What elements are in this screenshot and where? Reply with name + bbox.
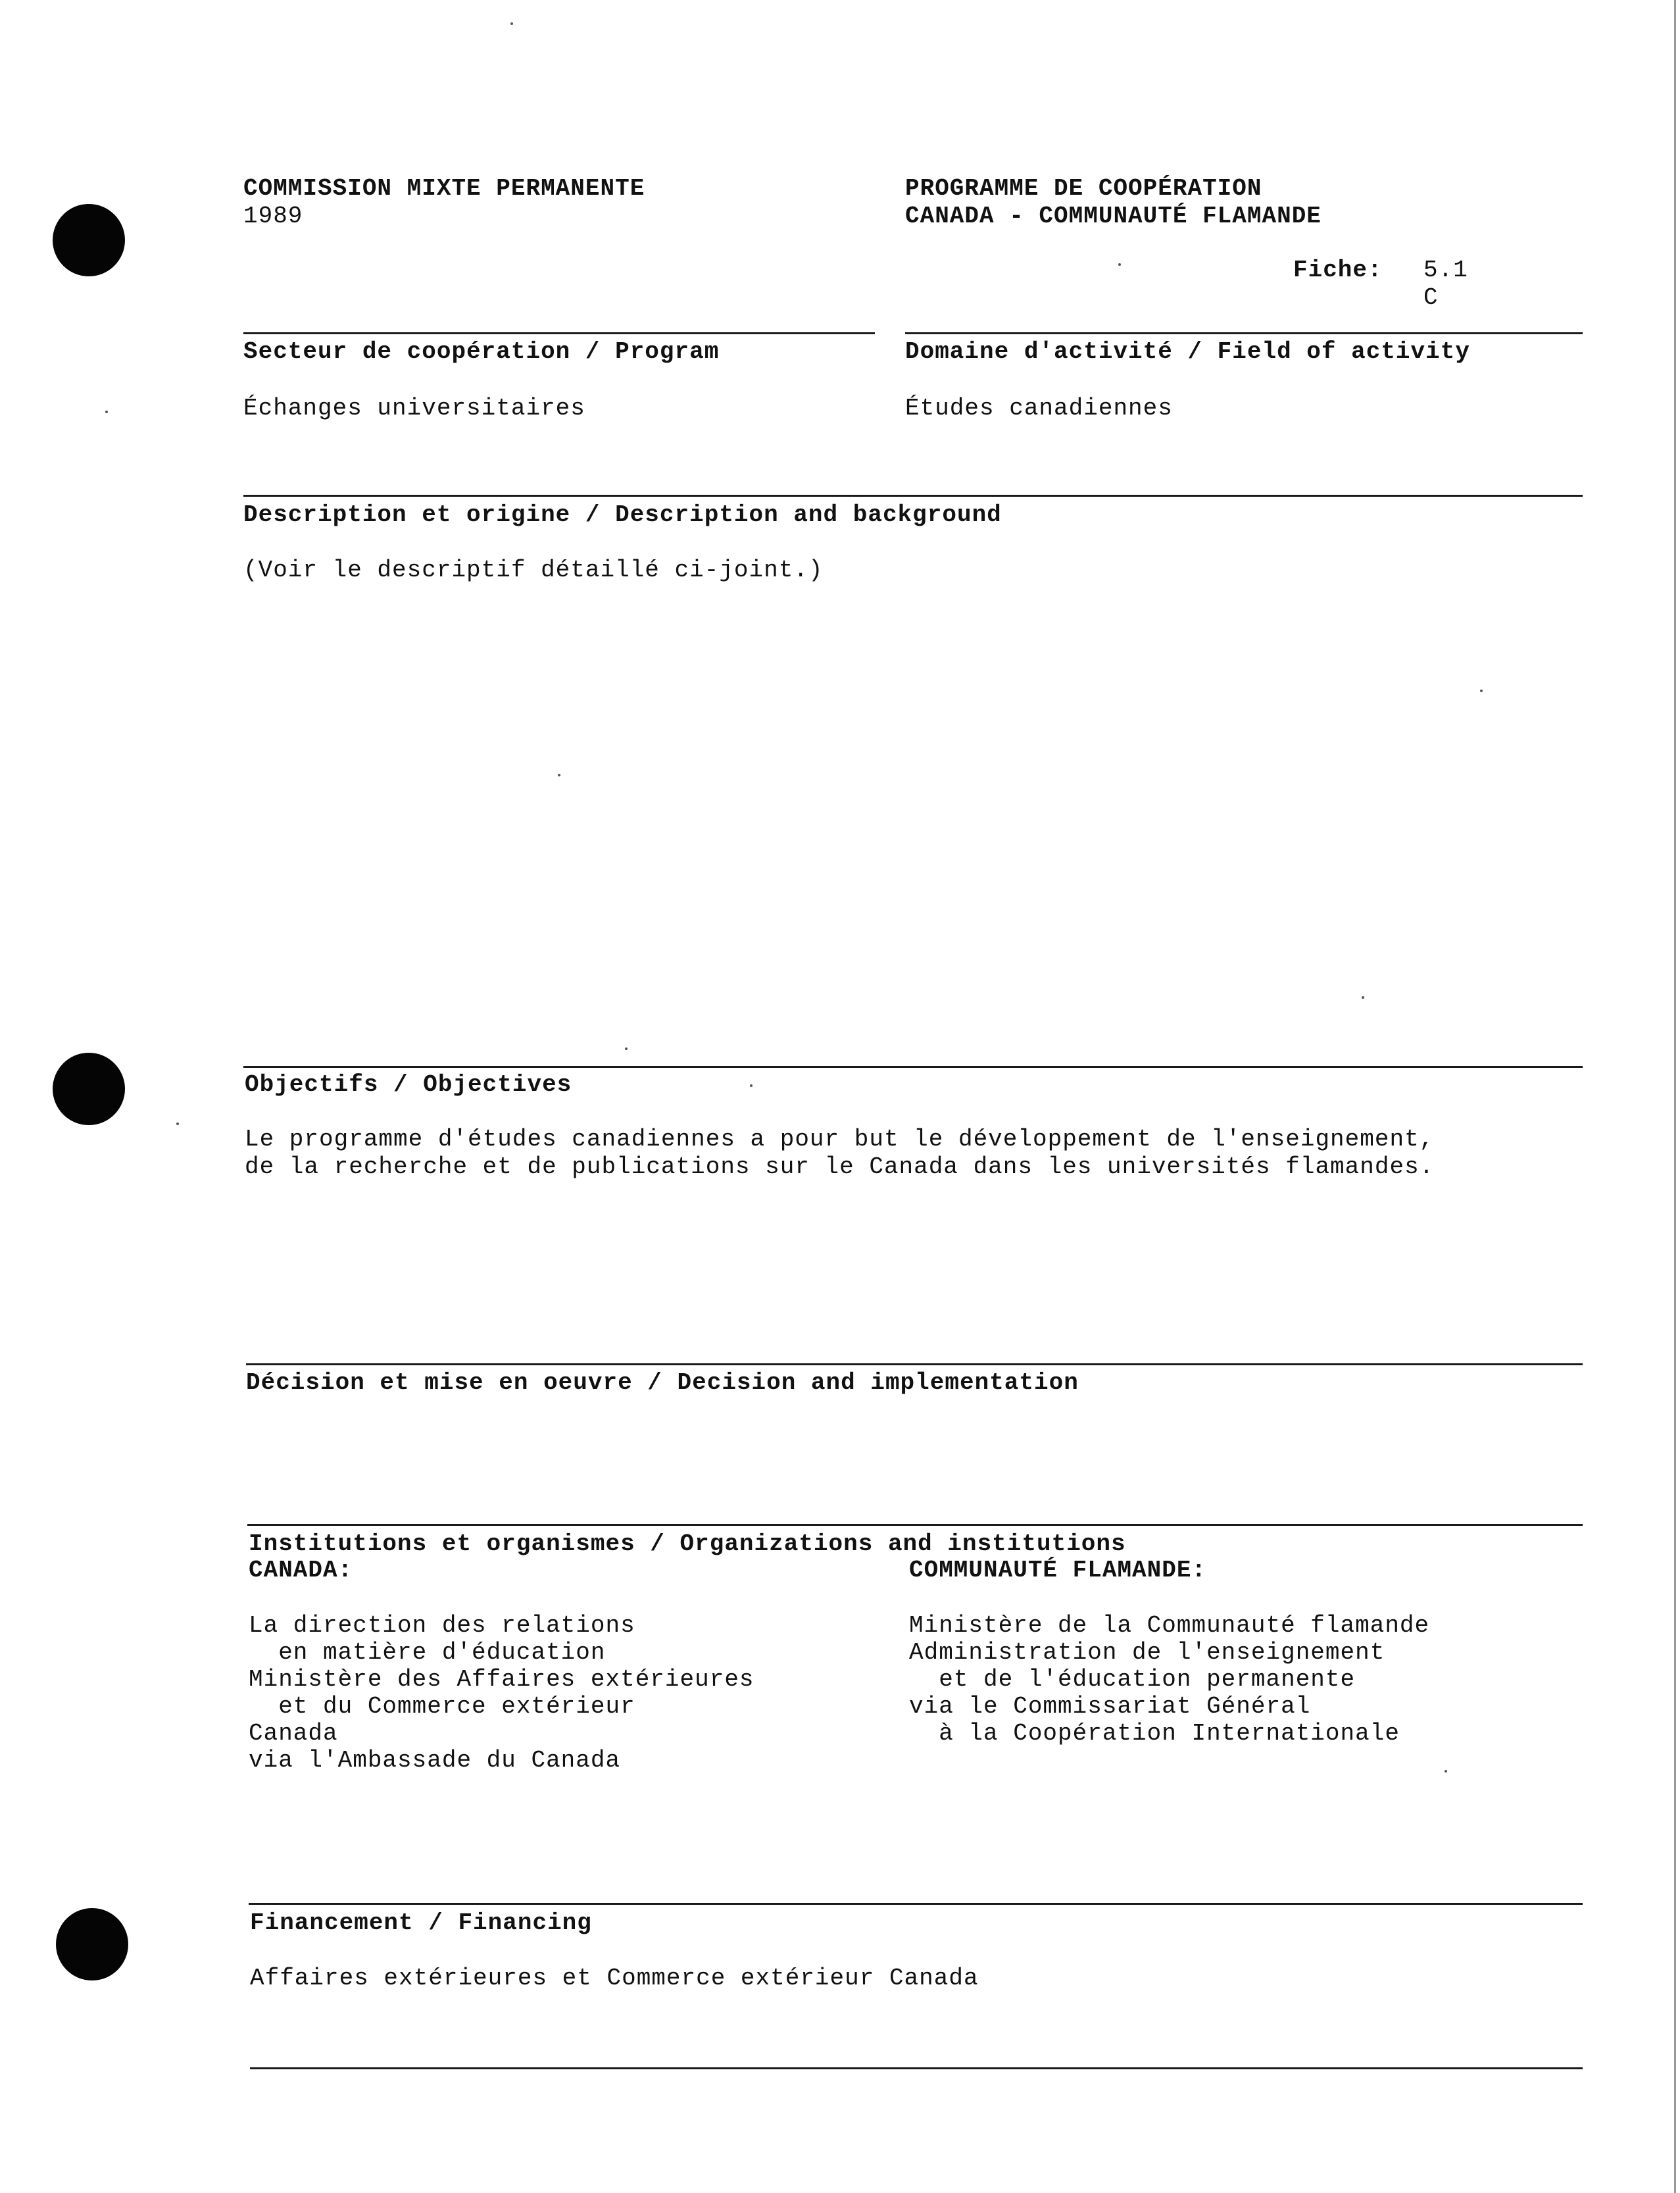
flanders-line: à la Coopération Internationale: [909, 1720, 1400, 1747]
canada-line: Ministère des Affaires extérieures: [249, 1666, 754, 1693]
divider-sector-right: [905, 332, 1583, 334]
flanders-line: et de l'éducation permanente: [909, 1666, 1356, 1693]
header-left-line1: COMMISSION MIXTE PERMANENTE: [243, 175, 645, 202]
divider-description: [243, 495, 1583, 497]
fiche-label: Fiche:: [1293, 257, 1383, 284]
scan-speck: [1445, 1770, 1447, 1773]
flanders-line: via le Commissariat Général: [909, 1693, 1311, 1720]
objectives-heading: Objectifs / Objectives: [245, 1071, 572, 1098]
header-left-line2: 1989: [243, 203, 303, 230]
canada-line: via l'Ambassade du Canada: [249, 1747, 621, 1774]
scan-speck: [1480, 690, 1483, 692]
fiche-value-line2: C: [1423, 284, 1439, 311]
scan-speck: [558, 774, 560, 776]
divider-bottom: [250, 2067, 1583, 2069]
divider-financing: [249, 1903, 1583, 1905]
decision-heading: Décision et mise en oeuvre / Decision and implementation: [246, 1369, 1079, 1396]
flanders-line: Administration de l'enseignement: [909, 1639, 1385, 1666]
description-text: (Voir le descriptif détaillé ci-joint.): [243, 557, 824, 584]
divider-institutions: [247, 1524, 1583, 1526]
canada-line: La direction des relations: [249, 1612, 635, 1639]
sector-heading: Secteur de coopération / Program: [243, 338, 720, 365]
flanders-label: COMMUNAUTÉ FLAMANDE:: [909, 1557, 1207, 1584]
flanders-line: Ministère de la Communauté flamande: [909, 1612, 1430, 1639]
scan-speck: [105, 411, 108, 413]
canada-label: CANADA:: [249, 1557, 353, 1584]
objectives-line1: Le programme d'études canadiennes a pour but le développement de l'enseignement,: [245, 1126, 1435, 1153]
divider-objectives: [243, 1066, 1583, 1068]
scan-speck: [750, 1084, 753, 1087]
financing-value: Affaires extérieures et Commerce extérieur Canada: [250, 1965, 979, 1992]
header-right-line2: CANADA - COMMUNAUTÉ FLAMANDE: [905, 203, 1322, 230]
scan-speck: [510, 22, 513, 25]
description-heading: Description et origine / Description and background: [243, 501, 1002, 528]
scan-speck: [625, 1047, 628, 1050]
header-right-line1: PROGRAMME DE COOPÉRATION: [905, 175, 1262, 202]
domain-value: Études canadiennes: [905, 395, 1173, 422]
punch-hole-middle: [53, 1053, 125, 1125]
canada-line: Canada: [249, 1720, 338, 1747]
domain-heading: Domaine d'activité / Field of activity: [905, 338, 1470, 365]
canada-line: et du Commerce extérieur: [249, 1693, 635, 1720]
scan-speck: [1362, 996, 1364, 999]
punch-hole-top: [53, 204, 125, 276]
divider-sector-left: [243, 332, 875, 334]
canada-line: en matière d'éducation: [249, 1639, 606, 1666]
objectives-line2: de la recherche et de publications sur le Canada dans les universités flamandes.: [245, 1153, 1435, 1180]
scan-speck: [1118, 263, 1121, 266]
scan-speck: [176, 1122, 179, 1125]
punch-hole-bottom: [56, 1908, 128, 1980]
financing-heading: Financement / Financing: [250, 1909, 592, 1936]
fiche-value-line1: 5.1: [1423, 257, 1468, 284]
institutions-heading: Institutions et organismes / Organizations and institutions: [249, 1530, 1126, 1557]
divider-decision: [246, 1363, 1583, 1365]
page-edge: [1674, 0, 1676, 2193]
sector-value: Échanges universitaires: [243, 395, 585, 422]
